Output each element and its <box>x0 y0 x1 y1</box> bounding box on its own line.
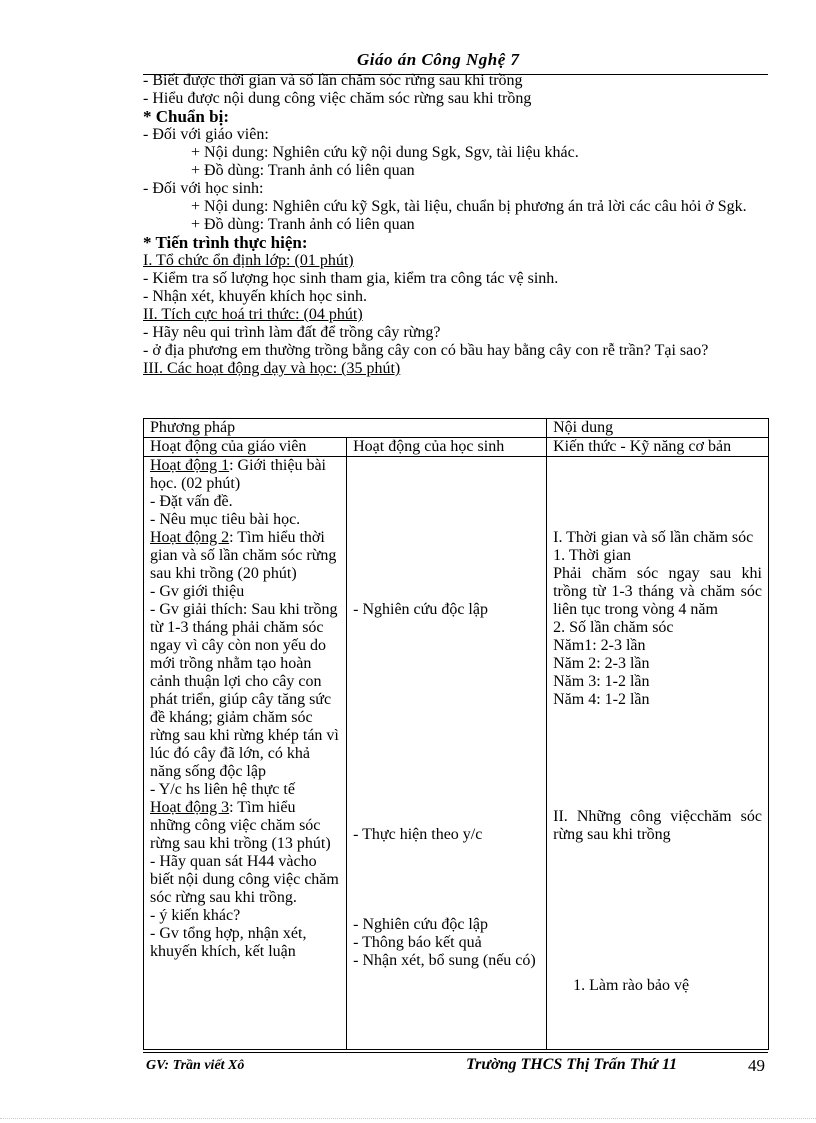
section-3-title: III. Các hoạt động dạy và học: (35 phút) <box>143 360 401 377</box>
student-response-5: - Nhận xét, bổ sung (nếu có) <box>353 952 536 969</box>
knowledge-content <box>547 457 769 1050</box>
prep-teacher-tools: + Đồ dùng: Tranh ảnh có liên quan <box>191 162 415 179</box>
page-bottom-border <box>0 1118 816 1119</box>
footer-author: GV: Trần viết Xô <box>146 1058 245 1073</box>
activity-1 <box>150 457 340 493</box>
student-response-3: - Nghiên cứu độc lập <box>353 916 488 933</box>
header-method: Phương pháp <box>144 419 547 438</box>
page-number: 49 <box>748 1056 765 1075</box>
student-response-2: - Thực hiện theo y/c <box>353 826 483 843</box>
knowledge-section-1: I. Thời gian và số lần chăm sóc <box>553 529 754 546</box>
lesson-body <box>143 72 768 378</box>
prep-student-tools: + Đồ dùng: Tranh ảnh có liên quan <box>191 216 415 233</box>
footer-school: Trường THCS Thị Trấn Thứ 11 <box>466 1056 678 1073</box>
teacher-activities <box>144 457 347 1050</box>
knowledge-year-3: Năm 3: 1-2 lần <box>553 673 650 690</box>
activity-2-text: : Tìm hiểu thời gian và số lần chăm sóc rừng sau khi trồng (20 phút) <box>150 529 337 582</box>
knowledge-item-count: 2. Số lần chăm sóc <box>553 619 674 636</box>
activity-1-label: Hoạt động 1 <box>150 457 230 474</box>
spacer <box>553 844 762 977</box>
section-2-item-b: - ở địa phương em thường trồng bằng cây con có bầu hay bằng cây con rễ trần? Tại sao? <box>143 342 709 359</box>
footer-rule <box>143 1052 768 1053</box>
knowledge-year-2: Năm 2: 2-3 lần <box>553 655 650 672</box>
activity-1-step-2: - Nêu mục tiêu bài học. <box>150 511 301 528</box>
activity-3-step-1: - Hãy quan sát H44 vàcho biết nội dung công việc chăm sóc rừng sau khi trồng. <box>150 853 339 906</box>
objective-1: - Biết được thời gian và số lần chăm sóc rừng sau khi trồng <box>143 72 523 89</box>
header-teacher: Hoạt động của giáo viên <box>144 438 347 457</box>
section-2-item-a: - Hãy nêu qui trình làm đất để trồng cây rừng? <box>143 324 441 341</box>
table-header-row-2 <box>144 438 769 457</box>
knowledge-year-1: Năm1: 2-3 lần <box>553 637 646 654</box>
section-2-title: II. Tích cực hoá tri thức: (04 phút) <box>143 306 363 323</box>
activity-3 <box>150 799 340 853</box>
spacer <box>553 457 762 529</box>
knowledge-item-fence: 1. Làm rào bảo vệ <box>573 977 690 994</box>
table-row <box>144 457 769 1050</box>
section-1-item-b: - Nhận xét, khuyến khích học sinh. <box>143 288 367 305</box>
activity-2-step-1: - Gv giới thiệu <box>150 583 245 600</box>
section-1-item-a: - Kiểm tra số lượng học sinh tham gia, kiểm tra công tác vệ sinh. <box>143 270 559 287</box>
activity-2-step-3: - Y/c hs liên hệ thực tế <box>150 781 295 798</box>
table-header-row-1 <box>144 419 769 438</box>
header-knowledge: Kiến thức - Kỹ năng cơ bản <box>547 438 769 457</box>
spacer <box>553 709 762 808</box>
activity-3-step-3: - Gv tổng hợp, nhận xét, khuyến khích, kết luận <box>150 925 307 960</box>
activity-1-step-1: - Đặt vấn đề. <box>150 493 233 510</box>
prep-student: - Đối với học sinh: <box>143 180 264 197</box>
activity-1-text: : Giới thiệu bài học. (02 phút) <box>150 457 326 492</box>
student-response-1: - Nghiên cứu độc lập <box>353 601 488 618</box>
prep-teacher-content: + Nội dung: Nghiên cứu kỹ nội dung Sgk, Sgv, tài liệu khác. <box>191 144 579 161</box>
activity-3-text: : Tìm hiểu những công việc chăm sóc rừng sau khi trồng (13 phút) <box>150 799 331 852</box>
activity-3-step-2: - ý kiến khác? <box>150 907 241 924</box>
header-student: Hoạt động của học sinh <box>347 438 547 457</box>
process-heading: * Tiến trình thực hiện: <box>143 233 308 252</box>
prep-student-content: + Nội dung: Nghiên cứu kỹ Sgk, tài liệu, chuẩn bị phương án trả lời các câu hỏi ở Sgk. <box>191 198 747 215</box>
knowledge-time-detail: Phải chăm sóc ngay sau khi trồng từ 1-3 tháng và chăm sóc liên tục trong vòng 4 năm <box>553 565 762 618</box>
prep-teacher: - Đối với giáo viên: <box>143 126 269 143</box>
student-response-4: - Thông báo kết quả <box>353 934 482 951</box>
header-title: Giáo án Công Nghệ 7 <box>357 50 520 69</box>
student-activities <box>347 457 547 1050</box>
spacer <box>353 844 540 916</box>
activities-table <box>143 418 769 1050</box>
spacer <box>353 619 540 826</box>
activity-3-label: Hoạt động 3 <box>150 799 230 816</box>
knowledge-year-4: Năm 4: 1-2 lần <box>553 691 650 708</box>
header-content: Nội dung <box>547 419 769 438</box>
spacer <box>353 457 540 601</box>
knowledge-item-time: 1. Thời gian <box>553 547 632 564</box>
activity-2 <box>150 529 340 583</box>
activity-2-step-2: - Gv giải thích: Sau khi trồng từ 1-3 tháng phải chăm sóc ngay vì cây còn non yếu do mới trồng nhằm tạo hoàn cảnh thuận lợi cho cây con phát triển, giúp cây tăng sức đề kháng; giảm chăm sóc rừng sau khi rừng khép tán vì lúc đó cây đã lớn, có khả năng sống độc lập <box>150 601 339 780</box>
objective-2: - Hiểu được nội dung công việc chăm sóc rừng sau khi trồng <box>143 90 532 107</box>
section-1-title: I. Tổ chức ổn định lớp: (01 phút) <box>143 252 354 269</box>
prep-heading: * Chuẩn bị: <box>143 107 229 126</box>
knowledge-section-2: II. Những công việcchăm sóc rừng sau khi trồng <box>553 808 762 843</box>
activity-2-label: Hoạt động 2 <box>150 529 230 546</box>
